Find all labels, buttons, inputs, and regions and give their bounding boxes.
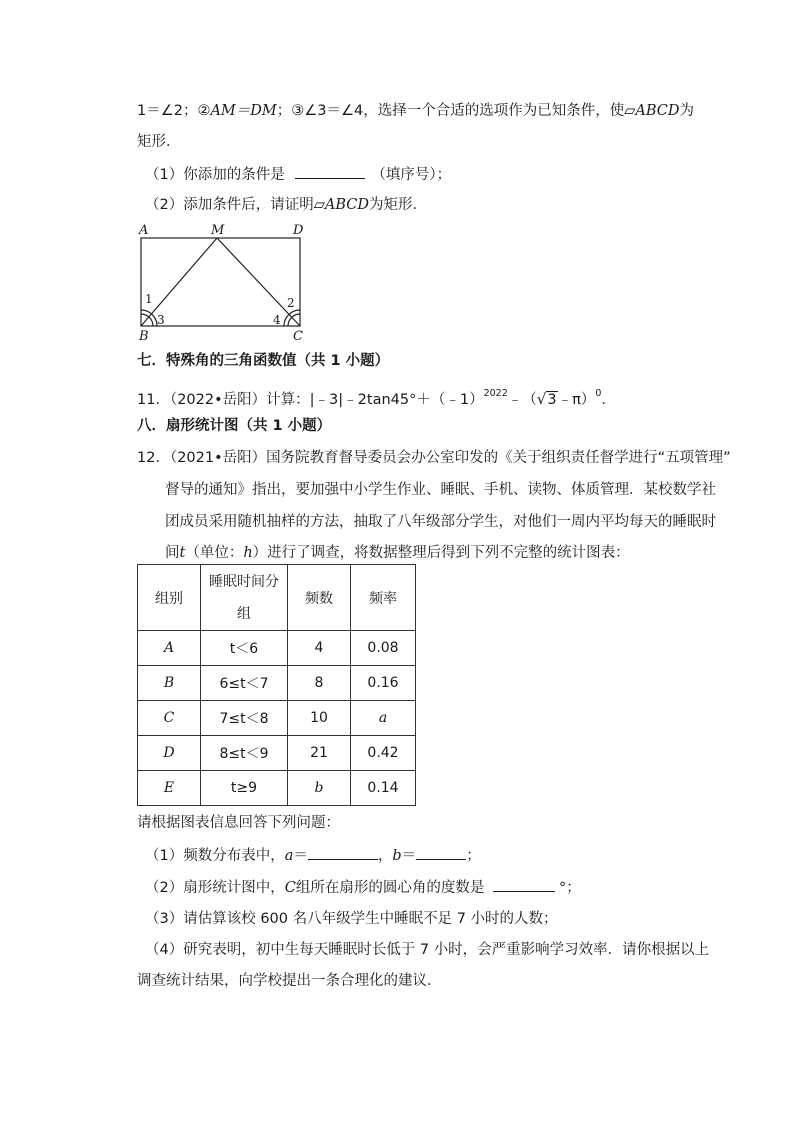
cell-count: 4 (288, 631, 351, 666)
question-12-line-2: 督导的通知》指出，要加强中小学生作业、睡眠、手机、读物、体质管理．某校数学社 (165, 482, 716, 498)
vertex-label-m: M (211, 223, 225, 238)
q10-subquestion-2 (145, 195, 427, 215)
sub2-end: 为矩形． (369, 197, 428, 213)
header-time-line-1: 睡眠时间分 (209, 573, 279, 590)
cell-group: E (138, 771, 201, 806)
text-segment: ）进行了调查，将数据整理后得到下列不完整的统计图表： (252, 545, 630, 561)
cell-group: A (138, 631, 201, 666)
table-row (138, 631, 416, 666)
q12-prompt: 请根据图表信息回答下列问题： (137, 815, 340, 831)
expression-part-3: ﹣π） (557, 392, 596, 408)
cell-range: t＜6 (201, 631, 288, 666)
section-7-title: 七．特殊角的三角函数值（共 1 小题） (137, 353, 390, 369)
question-12-line-3: 团成员采用随机抽样的方法，抽取了八年级部分学生，对他们一周内平均每天的睡眠时 (165, 514, 716, 530)
angle-label-2: 2 (287, 296, 295, 310)
angle-label-1: 1 (145, 292, 153, 306)
q10-line-end: 为 (679, 103, 694, 119)
sub2-text: （2）扇形统计图中， (145, 880, 285, 896)
question-text: （2021•岳阳）国务院教育督导委员会办公室印发的《关于组织责任督学进行“五项管理” (169, 450, 731, 466)
header-freq: 频率 (351, 565, 416, 631)
table-row (138, 771, 416, 806)
cell-count: 8 (288, 666, 351, 701)
vertex-label-b: B (139, 329, 149, 344)
segment-bm (141, 238, 217, 326)
vertex-label-c: C (293, 329, 303, 344)
option-2-mark: ② (197, 103, 211, 119)
cell-freq: 0.14 (351, 771, 416, 806)
angle-label-3: 3 (157, 313, 165, 327)
cell-freq: 0.08 (351, 631, 416, 666)
sub2-text: （2）添加条件后，请证明▱ (145, 197, 325, 213)
q10-line-2: 矩形． (137, 134, 181, 150)
cell-group: B (138, 666, 201, 701)
sqrt-argument: 3 (547, 392, 557, 408)
answer-blank-a[interactable] (308, 845, 378, 860)
section-8-title: 八．扇形统计图（共 1 小题） (137, 418, 332, 434)
parallelogram-name: ABCD (635, 103, 680, 119)
cell-count: b (288, 771, 351, 806)
frequency-table (137, 564, 416, 806)
table-row (138, 736, 416, 771)
vertex-label-d: D (293, 223, 304, 238)
table-row (138, 701, 416, 736)
cell-group: C (138, 701, 201, 736)
exponent-0: 0 (595, 388, 602, 399)
q10-instruction: ，选择一个合适的选项作为已知条件，使▱ (363, 103, 636, 119)
header-count: 频数 (288, 565, 351, 631)
q10-option-1: 1＝∠2； (137, 103, 198, 119)
header-group: 组别 (138, 565, 201, 631)
cell-group: D (138, 736, 201, 771)
option-2-expression: AM＝DM (210, 103, 277, 119)
sub1-end: ； (466, 848, 481, 864)
question-11 (137, 384, 616, 410)
q12-subquestion-2 (145, 877, 581, 898)
cell-range: t≥9 (201, 771, 288, 806)
answer-blank-angle[interactable] (493, 877, 555, 892)
sqrt-icon: √ (536, 390, 547, 408)
variable-b: b (392, 848, 402, 864)
cell-freq: a (351, 701, 416, 736)
cell-range: 6≤t＜7 (201, 666, 288, 701)
sub1-text: （1）你添加的条件是 (145, 167, 285, 183)
cell-range: 8≤t＜9 (201, 736, 288, 771)
q10-subquestion-1 (145, 164, 451, 185)
question-number: 12． (137, 450, 170, 466)
q12-subquestion-1 (145, 845, 481, 866)
table-row (138, 666, 416, 701)
option-3-expression: ∠3＝∠4 (304, 103, 364, 119)
cell-count: 21 (288, 736, 351, 771)
sub1-hint: （填序号）； (371, 167, 452, 183)
header-time (201, 565, 288, 631)
expression-part-2: ﹣（ (507, 392, 537, 408)
cell-count: 10 (288, 701, 351, 736)
expression-part-1: |﹣3|﹣2tan45°＋（﹣1） (309, 392, 484, 408)
text-segment: 间 (165, 545, 180, 561)
cell-freq: 0.16 (351, 666, 416, 701)
comma: ， (377, 848, 393, 864)
parallelogram-name: ABCD (324, 197, 370, 213)
answer-blank[interactable] (295, 164, 365, 179)
segment-mc (217, 238, 300, 326)
question-source: （2022•岳阳）计算： (169, 392, 310, 408)
question-end: ． (601, 392, 616, 408)
q12-subquestion-3: （3）请估算该校 600 名八年级学生中睡眠不足 7 小时的人数； (145, 911, 558, 927)
exponent-2022: 2022 (483, 388, 508, 399)
question-12-line-4 (165, 543, 630, 563)
group-c: C (284, 880, 296, 896)
angle-label-4: 4 (273, 313, 281, 327)
q10-condition-line (137, 101, 694, 121)
option-3-mark: ③ (291, 103, 305, 119)
table-header-row (138, 565, 416, 631)
unit-h: h (243, 545, 253, 561)
question-12-line-1 (137, 448, 731, 468)
cell-freq: 0.42 (351, 736, 416, 771)
equals-sign: ＝ (401, 848, 417, 864)
rectangle-figure (135, 222, 315, 347)
answer-blank-b[interactable] (416, 845, 466, 860)
header-time-line-2: 组 (237, 605, 251, 622)
sub2-end: °； (558, 880, 581, 896)
sub1-text: （1）频数分布表中， (145, 848, 285, 864)
equals-sign: ＝ (293, 848, 308, 864)
question-number: 11． (137, 392, 170, 408)
cell-range: 7≤t＜8 (201, 701, 288, 736)
variable-a: a (284, 848, 294, 864)
q12-subquestion-4-line-1: （4）研究表明，初中生每天睡眠时长低于 7 小时，会严重影响学习效率．请你根据以上 (145, 942, 710, 958)
vertex-label-a: A (139, 223, 149, 238)
variable-t: t (179, 545, 186, 561)
sub2-text-2: 组所在扇形的圆心角的度数是 (295, 880, 485, 896)
separator: ； (276, 103, 292, 119)
text-segment: （单位： (185, 545, 244, 561)
q12-subquestion-4-line-2: 调查统计结果，向学校提出一条合理化的建议． (137, 973, 442, 989)
